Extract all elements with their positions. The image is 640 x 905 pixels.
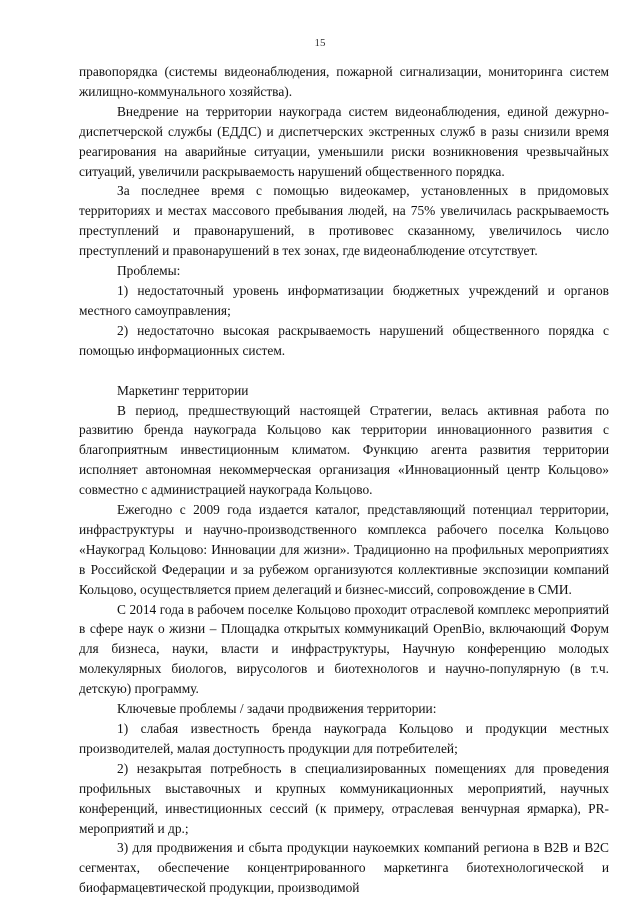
paragraph: правопорядка (системы видеонаблюдения, пожарной сигнализации, мониторинга систем жилищно-коммунального хозяйства).: [79, 64, 609, 99]
problems-heading: Проблемы:: [117, 263, 181, 279]
paragraph: С 2014 года в рабочем поселке Кольцово проходит отраслевой комплекс мероприятий в сфере наук о жизни – Площадка открытых коммуникаций OpenBio, включающий Форум для бизнеса, науки, власти и инфраструктуры, Научную конференцию молодых молекулярных биологов, вирусологов и биотехнологов и научно-популярную (в т.ч. детскую) программу.: [79, 601, 609, 697]
paragraph: Ежегодно с 2009 года издается каталог, представляющий потенциал территории, инфраструктуры и научно-производственного комплекса рабочего поселка Кольцово «Наукоград Кольцово: Инновации для жизни». Традиционно на профильных мероприятиях в Российской Федерации и за рубежом организуются коллективные экспозиции компаний Кольцово, осуществляется прием делегаций и бизнес-миссий, сопровождение в СМИ.: [79, 502, 609, 597]
page-number: 15: [314, 37, 326, 49]
tasks-heading: Ключевые проблемы / задачи продвижения территории:: [117, 701, 437, 717]
list-item: 3) для продвижения и сбыта продукции наукоемких компаний региона в B2B и B2C сегментах, обеспечение концентрированного маркетинга биотехнологической и биофармацевтической продукции, производимой: [79, 840, 609, 896]
body-text: [79, 62, 609, 898]
paragraph: За последнее время с помощью видеокамер, установленных в придомовых территориях и местах массового пребывания людей, на 75% увеличилась раскрываемость преступлений и правонарушений, в противовес сказанному, увеличилось число преступлений и правонарушений в тех зонах, где видеонаблюдение отсутствует.: [79, 183, 609, 259]
list-item: 2) недостаточно высокая раскрываемость нарушений общественного порядка с помощью информационных систем.: [79, 322, 609, 358]
list-item: 1) слабая известность бренда наукограда Кольцово и продукции местных производителей, малая доступность продукции для потребителей;: [79, 721, 609, 756]
paragraph: В период, предшествующий настоящей Стратегии, велась активная работа по развитию бренда наукограда Кольцово как территории инновационного развития с благоприятным инвестиционным климатом. Функцию агента развития территории исполняет автономная некоммерческая организация «Инновационный центр Кольцово» совместно с администрацией наукограда Кольцово.: [79, 402, 609, 498]
list-item: 1) недостаточный уровень информатизации бюджетных учреждений и органов местного самоуправления;: [79, 282, 609, 318]
paragraph: Внедрение на территории наукограда систем видеонаблюдения, единой дежурно-диспетчерской службы (ЕДДС) и диспетчерских экстренных служб в разы снизили время реагирования на аварийные ситуации, уменьшили риски возникновения чрезвычайных ситуаций, увеличили раскрываемость нарушений общественного порядка.: [79, 103, 609, 179]
section-heading: Маркетинг территории: [117, 382, 249, 398]
list-item: 2) незакрытая потребность в специализированных помещениях для проведения профильных выставочных и крупных коммуникационных мероприятий, научных конференций, инвестиционных сессий (к примеру, отраслевая венчурная ярмарка), PR-мероприятий и др.;: [79, 760, 609, 836]
